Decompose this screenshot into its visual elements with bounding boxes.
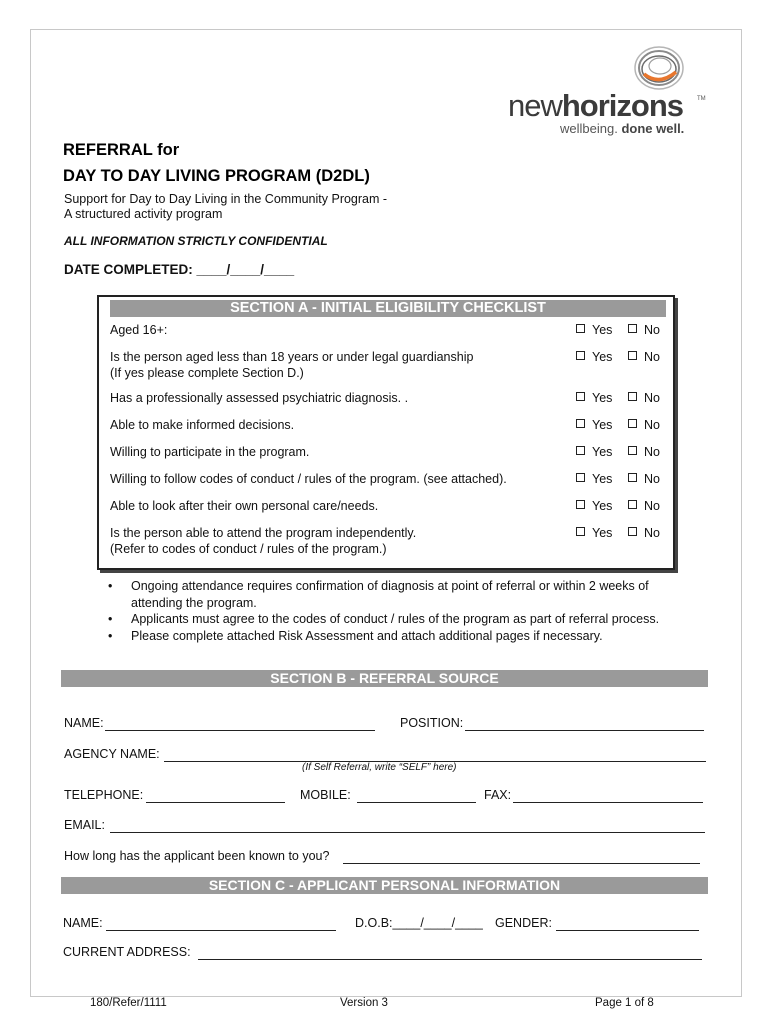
checkbox-icon	[576, 500, 585, 509]
checkbox-icon	[628, 419, 637, 428]
section-a-box	[97, 295, 675, 570]
no-checkbox[interactable]: No	[628, 417, 660, 433]
yes-checkbox[interactable]: Yes	[576, 498, 612, 514]
dob-field[interactable]: D.O.B:____/____/____	[355, 916, 483, 930]
email-label: EMAIL:	[64, 818, 105, 832]
question-codes-of-conduct: Willing to follow codes of conduct / rules of the program. (see attached).	[110, 472, 507, 486]
current-address-label: CURRENT ADDRESS:	[63, 945, 191, 959]
yes-checkbox[interactable]: Yes	[576, 417, 612, 433]
section-c-heading: SECTION C - APPLICANT PERSONAL INFORMATION	[61, 877, 708, 894]
checkbox-icon	[628, 392, 637, 401]
yes-checkbox[interactable]: Yes	[576, 471, 612, 487]
mobile-input[interactable]	[357, 802, 476, 803]
no-checkbox[interactable]: No	[628, 390, 660, 406]
question-aged-16: Aged 16+:	[110, 323, 168, 337]
checkbox-icon	[576, 392, 585, 401]
question-under-18: Is the person aged less than 18 years or under legal guardianship (If yes please complete Section D.)	[110, 350, 474, 380]
checkbox-icon	[576, 473, 585, 482]
date-completed-field[interactable]: DATE COMPLETED: ____/____/____	[64, 262, 295, 277]
question-informed-decisions: Able to make informed decisions.	[110, 418, 295, 432]
no-checkbox[interactable]: No	[628, 498, 660, 514]
confidential-notice: ALL INFORMATION STRICTLY CONFIDENTIAL	[64, 234, 328, 248]
bullet-icon: •	[108, 579, 113, 593]
section-b-heading: SECTION B - REFERRAL SOURCE	[61, 670, 708, 687]
no-checkbox[interactable]: No	[628, 444, 660, 460]
yes-checkbox[interactable]: Yes	[576, 322, 612, 338]
no-checkbox[interactable]: No	[628, 525, 660, 541]
mobile-label: MOBILE:	[300, 788, 351, 802]
known-duration-label: How long has the applicant been known to you?	[64, 849, 330, 863]
applicant-name-input[interactable]	[106, 930, 336, 931]
checkbox-icon	[576, 446, 585, 455]
question-diagnosis: Has a professionally assessed psychiatric diagnosis. .	[110, 391, 409, 405]
yes-checkbox[interactable]: Yes	[576, 444, 612, 460]
form-title-line1: REFERRAL for	[63, 141, 180, 159]
fax-label: FAX:	[484, 788, 512, 802]
document-code: 180/Refer/1111	[90, 997, 167, 1009]
yes-checkbox[interactable]: Yes	[576, 349, 612, 365]
fax-input[interactable]	[513, 802, 703, 803]
logo-wordmark: newhorizons	[508, 88, 684, 123]
checkbox-icon	[576, 324, 585, 333]
checkbox-icon	[576, 419, 585, 428]
checkbox-icon	[576, 527, 585, 536]
document-version: Version 3	[340, 997, 388, 1009]
no-checkbox[interactable]: No	[628, 471, 660, 487]
gender-input[interactable]	[556, 930, 699, 931]
gender-label: GENDER:	[495, 916, 552, 930]
applicant-name-label: NAME:	[63, 916, 103, 930]
checkbox-icon	[628, 500, 637, 509]
no-checkbox[interactable]: No	[628, 349, 660, 365]
checkbox-icon	[628, 324, 637, 333]
telephone-label: TELEPHONE:	[64, 788, 144, 802]
position-input[interactable]	[465, 730, 704, 731]
current-address-input[interactable]	[198, 959, 702, 960]
checkbox-icon	[628, 446, 637, 455]
bullet-icon: •	[108, 628, 113, 643]
agency-hint: (If Self Referral, write “SELF” here)	[302, 762, 457, 773]
yes-checkbox[interactable]: Yes	[576, 525, 612, 541]
agency-name-label: AGENCY NAME:	[64, 747, 160, 761]
question-personal-care: Able to look after their own personal care/needs.	[110, 499, 379, 513]
checkbox-icon	[628, 351, 637, 360]
known-duration-input[interactable]	[343, 863, 700, 864]
subtitle-line2: A structured activity program	[64, 207, 223, 221]
question-willing-participate: Willing to participate in the program.	[110, 445, 310, 459]
referrer-name-input[interactable]	[105, 730, 375, 731]
notes-list	[80, 578, 680, 644]
logo-trademark: TM	[697, 96, 706, 102]
bullet-icon: •	[108, 612, 113, 626]
form-title-line2: DAY TO DAY LIVING PROGRAM (D2DL)	[63, 167, 370, 185]
logo-tagline: wellbeing. done well.	[560, 121, 685, 136]
referrer-name-label: NAME:	[64, 716, 104, 730]
yes-checkbox[interactable]: Yes	[576, 390, 612, 406]
list-item: • Please complete attached Risk Assessment and attach additional pages if necessary.	[108, 628, 603, 643]
checkbox-icon	[576, 351, 585, 360]
no-checkbox[interactable]: No	[628, 322, 660, 338]
list-item: • Applicants must agree to the codes of conduct / rules of the program as part of referral process.	[108, 612, 660, 626]
page-number: Page 1 of 8	[595, 997, 654, 1009]
email-input[interactable]	[110, 832, 705, 833]
position-label: POSITION:	[400, 716, 464, 730]
question-attend-independently: Is the person able to attend the program independently. (Refer to codes of conduct / rules of the program.)	[110, 526, 417, 556]
list-item: • Ongoing attendance requires confirmation of diagnosis at point of referral or within 2 weeks of attending the program.	[108, 579, 649, 610]
subtitle-line1: Support for Day to Day Living in the Community Program -	[64, 192, 388, 206]
checkbox-icon	[628, 527, 637, 536]
telephone-input[interactable]	[146, 802, 285, 803]
section-a-heading: SECTION A - INITIAL ELIGIBILITY CHECKLIST	[110, 300, 666, 317]
checkbox-icon	[628, 473, 637, 482]
logo-icon	[626, 44, 686, 94]
